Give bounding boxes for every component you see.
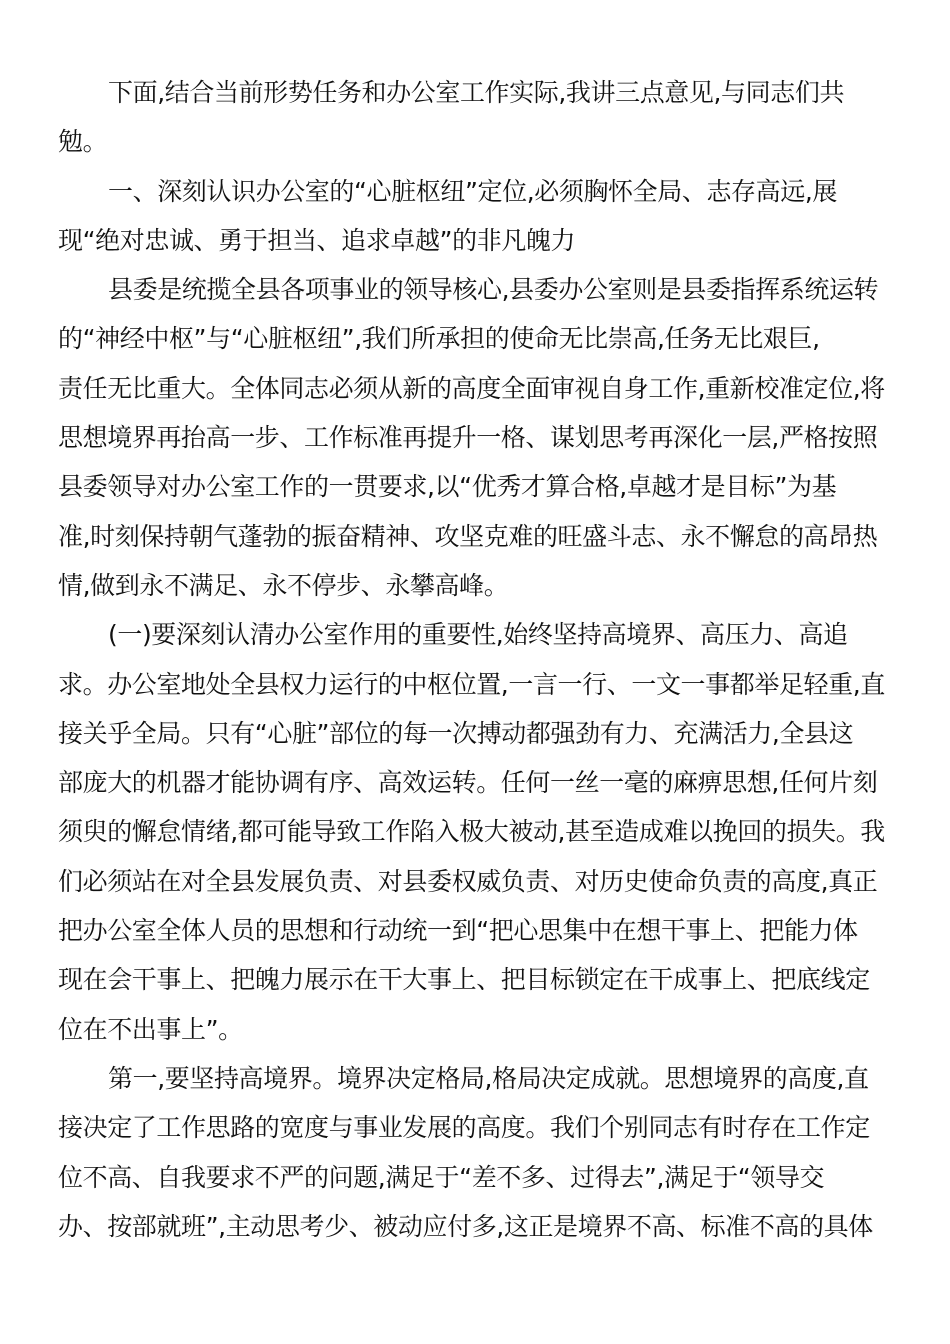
subsection-paragraph-line: 接关乎全局。只有“心脏”部位的每一次搏动都强劲有力、充满活力,全县这 — [58, 718, 854, 748]
paragraph-line: 思想境界再抬高一步、工作标准再提升一格、谋划思考再深化一层,严格按照 — [58, 423, 878, 453]
subsection-paragraph-line: 须臾的懈怠情绪,都可能导致工作陷入极大被动,甚至造成难以挽回的损失。我 — [58, 817, 885, 847]
subsection-paragraph-line: 位在不出事上”。 — [58, 1014, 243, 1044]
document-body — [58, 68, 894, 1251]
subsection-paragraph-line: 求。办公室地处全县权力运行的中枢位置,一言一行、一文一事都举足轻重,直 — [58, 669, 885, 699]
paragraph-line: 责任无比重大。全体同志必须从新的高度全面审视自身工作,重新校准定位,将 — [58, 373, 885, 403]
paragraph-line: 的“神经中枢”与“心脏枢纽”,我们所承担的使命无比崇高,任务无比艰巨, — [58, 324, 820, 354]
section-heading-line: 现“绝对忠诚、勇于担当、追求卓越”的非凡魄力 — [58, 225, 576, 255]
subsection-paragraph-line: (一)要深刻认清办公室作用的重要性,始终坚持高境界、高压力、高追 — [108, 620, 848, 650]
point-paragraph-line: 位不高、自我要求不严的问题,满足于“差不多、过得去”,满足于“领导交 — [58, 1162, 825, 1192]
point-paragraph-line: 办、按部就班”,主动思考少、被动应付多,这正是境界不高、标准不高的具体 — [58, 1211, 873, 1241]
paragraph-intro-line: 勉。 — [58, 127, 108, 157]
paragraph-line: 情,做到永不满足、永不停步、永攀高峰。 — [58, 570, 509, 600]
paragraph-intro-line: 下面,结合当前形势任务和办公室工作实际,我讲三点意见,与同志们共 — [108, 78, 845, 107]
subsection-paragraph-line: 们必须站在对全县发展负责、对县委权威负责、对历史使命负责的高度,真正 — [58, 866, 878, 896]
subsection-paragraph-line: 部庞大的机器才能协调有序、高效运转。任何一丝一毫的麻痹思想,任何片刻 — [58, 768, 878, 798]
paragraph-line: 县委领导对办公室工作的一贯要求,以“优秀才算合格,卓越才是目标”为基 — [58, 472, 837, 502]
subsection-paragraph-line: 现在会干事上、把魄力展示在干大事上、把目标锁定在干成事上、把底线定 — [58, 965, 870, 995]
subsection-paragraph-line: 把办公室全体人员的思想和行动统一到“把心思集中在想干事上、把能力体 — [58, 916, 858, 946]
paragraph-line: 县委是统揽全县各项事业的领导核心,县委办公室则是县委指挥系统运转 — [108, 275, 879, 305]
paragraph-line: 准,时刻保持朝气蓬勃的振奋精神、攻坚克难的旺盛斗志、永不懈怠的高昂热 — [58, 521, 878, 551]
section-heading-line: 一、深刻认识办公室的“心脏枢纽”定位,必须胸怀全局、志存高远,展 — [108, 176, 837, 206]
point-paragraph-line: 第一,要坚持高境界。境界决定格局,格局决定成就。思想境界的高度,直 — [108, 1063, 869, 1093]
point-paragraph-line: 接决定了工作思路的宽度与事业发展的高度。我们个别同志有时存在工作定 — [58, 1113, 870, 1143]
